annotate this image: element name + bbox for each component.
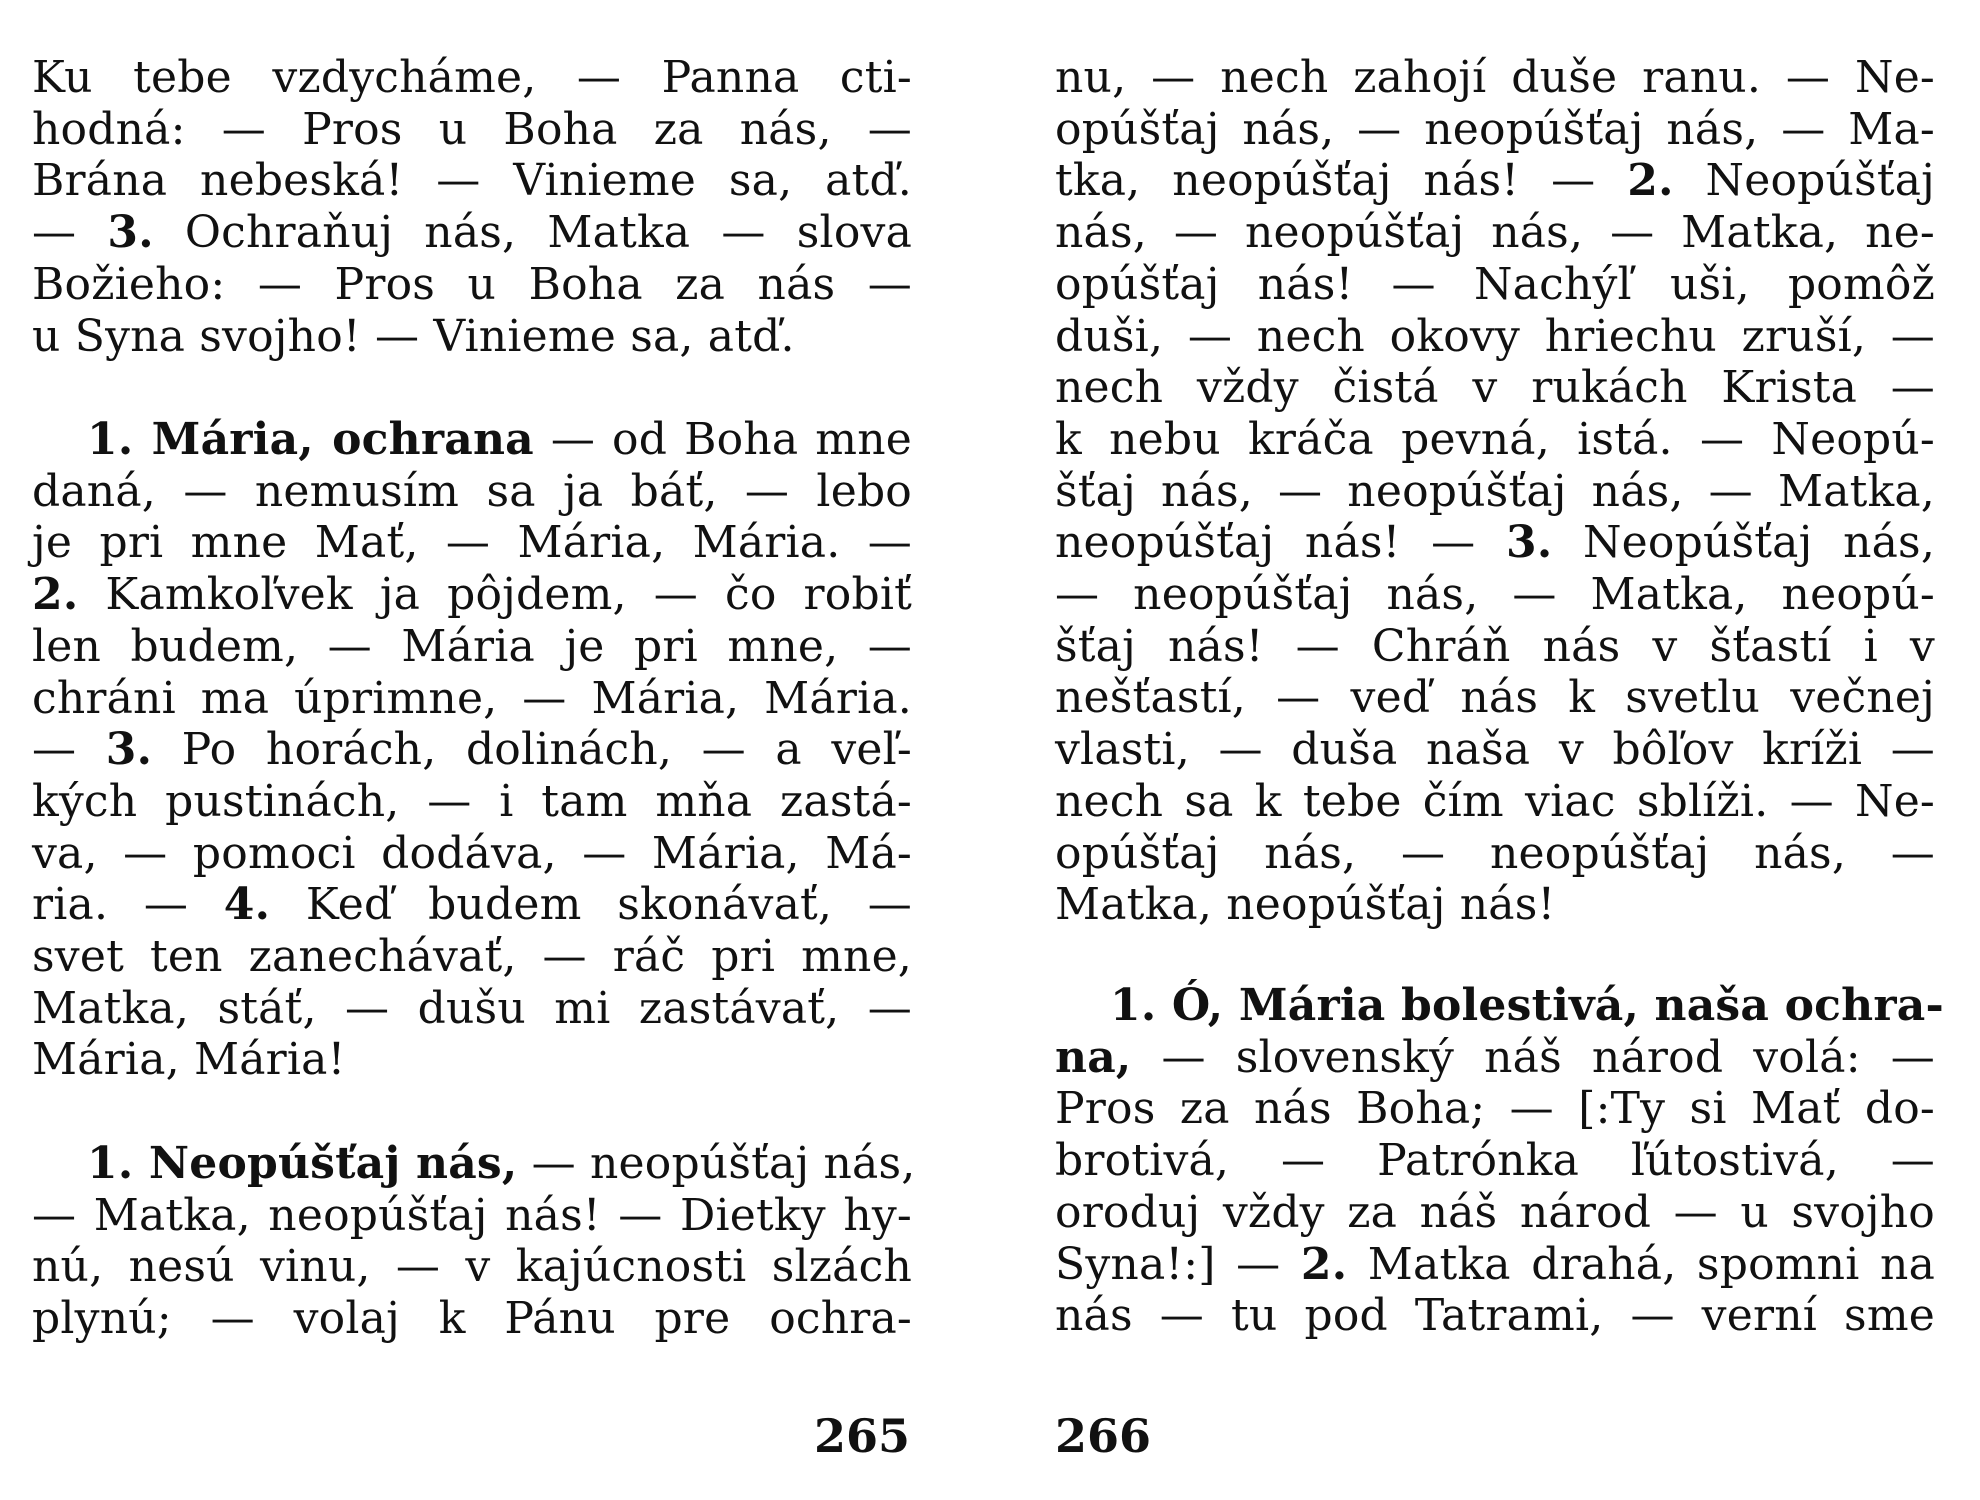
text-line: 1. Mária, ochrana — od Boha mne [87,414,912,465]
text-line: 1. Ó, Mária bolestivá, naša ochra- [1110,980,1944,1031]
text-line: ria. — 4. Keď budem skonávať, — [32,879,913,931]
left-paragraph-3 [32,1138,916,1345]
right-page [990,0,1980,1500]
text-line: — 3. Ochraňuj nás, Matka — slova [32,207,913,259]
text-line: svet ten zanechávať, — ráč pri mne, [32,931,912,983]
text-line: brotivá, — Patrónka ľútostivá, — [1055,1135,1935,1187]
text-line: kých pustinách, — i tam mňa zastá- [32,775,912,827]
text-line: hodná: — Pros u Boha za nás, — [32,103,912,155]
right-paragraph-2 [1055,980,1944,1342]
text-line: Pros za nás Boha; — [:Ty si Mať do- [1055,1083,1935,1135]
text-line: nešťastí, — veď nás k svetlu večnej [1055,672,1935,724]
text-line: nech vždy čistá v rukách Krista — [1055,362,1935,414]
text-line: daná, — nemusím sa ja báť, — lebo [32,465,912,517]
text-line: — Matka, neopúšťaj nás! — Dietky hy- [32,1189,912,1241]
text-line: — 3. Po horách, dolinách, — a veľ- [32,724,913,776]
text-line: nech sa k tebe čím viac sblíži. — Ne- [1055,775,1935,827]
text-line: duši, — nech okovy hriechu zruší, — [1055,310,1935,362]
text-line: Matka, neopúšťaj nás! [1055,879,1556,931]
text-line: tka, neopúšťaj nás! — 2. Neopúšťaj [1055,155,1935,207]
text-line: plynú; — volaj k Pánu pre ochra- [32,1293,912,1345]
text-line: neopúšťaj nás! — 3. Neopúšťaj nás, [1055,517,1936,569]
text-line: va, — pomoci dodáva, — Mária, Má- [32,827,912,879]
text-line: opúšťaj nás, — neopúšťaj nás, — [1055,827,1935,879]
text-line: Syna!:] — 2. Matka drahá, spomni na [1055,1238,1935,1290]
text-line: Mária, Mária! [32,1034,346,1086]
text-line: nás, — neopúšťaj nás, — Matka, ne- [1055,207,1935,259]
text-line: vlasti, — duša naša v bôľov kríži — [1055,724,1935,776]
text-line: 2. Kamkoľvek ja pôjdem, — čo robiť [32,569,912,621]
text-line: šťaj nás! — Chráň nás v šťastí i v [1055,620,1935,672]
left-paragraph-2 [32,414,912,1086]
page-number: 266 [1055,1409,1152,1463]
text-line: je pri mne Mať, — Mária, Mária. — [32,517,912,569]
text-line: nás — tu pod Tatrami, — verní sme [1055,1290,1935,1342]
text-line: Matka, stáť, — dušu mi zastávať, — [32,982,912,1034]
text-line: len budem, — Mária je pri mne, — [32,620,912,672]
text-line: nu, — nech zahojí duše ranu. — Ne- [1055,52,1935,103]
text-line: oroduj vždy za náš národ — u svojho [1055,1186,1935,1238]
text-line: Božieho: — Pros u Boha za nás — [32,258,912,310]
text-line: Ku tebe vzdycháme, — Panna cti- [32,52,912,103]
text-line: 1. Neopúšťaj nás, — neopúšťaj nás, [87,1138,916,1189]
text-line: opúšťaj nás! — Nachýľ uši, pomôž [1055,258,1935,310]
text-line: Brána nebeská! — Vinieme sa, atď. [32,155,912,207]
text-line: u Syna svojho! — Vinieme sa, atď. [32,310,795,362]
right-paragraph-1 [1055,52,1935,931]
text-line: opúšťaj nás, — neopúšťaj nás, — Ma- [1055,103,1935,155]
text-line: k nebu kráča pevná, istá. — Neopú- [1055,413,1935,465]
text-line: chráni ma úprimne, — Mária, Mária. [32,672,912,724]
text-line: šťaj nás, — neopúšťaj nás, — Matka, [1055,465,1935,517]
text-line: nú, nesú vinu, — v kajúcnosti slzách [32,1241,912,1293]
left-paragraph-1 [32,52,912,362]
page-number: 265 [813,1409,910,1463]
text-line: — neopúšťaj nás, — Matka, neopú- [1055,569,1935,621]
text-line: na, — slovenský náš národ volá: — [1055,1031,1935,1083]
